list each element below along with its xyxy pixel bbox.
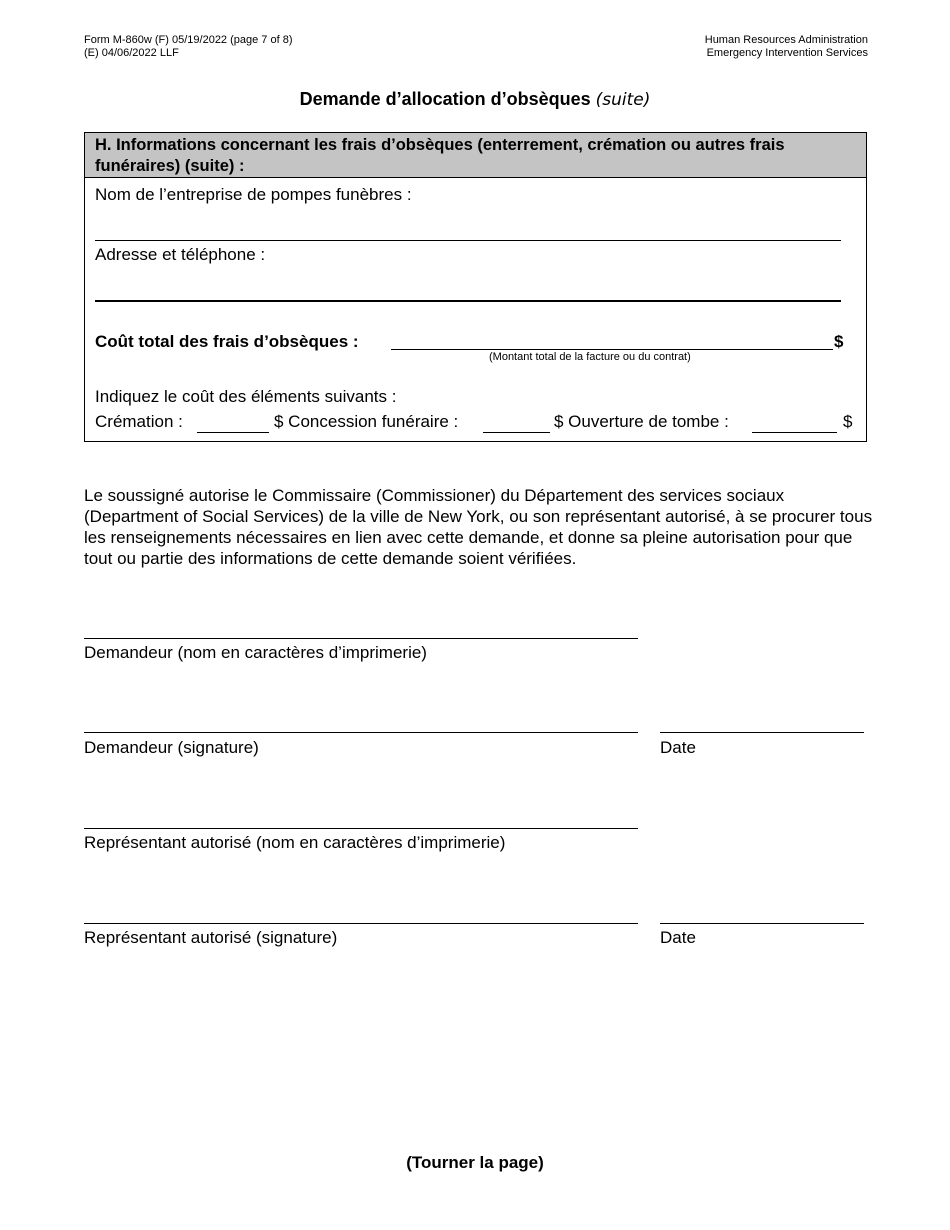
address-phone-label: Adresse et téléphone : — [95, 245, 266, 264]
page-title-main: Demande d’allocation d’obsèques — [299, 89, 596, 109]
representative-name-line — [84, 828, 638, 829]
representative-name-label: Représentant autorisé (nom en caractères d’imprimerie) — [84, 833, 506, 852]
agency-division: Emergency Intervention Services — [706, 47, 868, 59]
representative-date-label: Date — [660, 928, 696, 947]
applicant-date-label: Date — [660, 738, 696, 757]
representative-name-input[interactable] — [84, 802, 638, 826]
address-phone-line — [95, 300, 841, 302]
agency-name: Human Resources Administration — [704, 34, 868, 46]
section-h-box — [84, 132, 867, 442]
applicant-name-label: Demandeur (nom en caractères d’imprimerie) — [84, 643, 427, 662]
applicant-signature-input[interactable] — [84, 706, 638, 730]
form-number-line: Form M-860w (F) 05/19/2022 (page 7 of 8) — [84, 34, 293, 46]
items-intro: Indiquez le coût des éléments suivants : — [95, 387, 397, 406]
page-title — [0, 89, 950, 110]
page-title-suffix: (suite) — [595, 90, 651, 110]
applicant-date-line — [660, 732, 864, 733]
applicant-name-line — [84, 638, 638, 639]
grave-opening-input[interactable] — [752, 412, 837, 432]
agency-identifier — [705, 34, 868, 60]
form-identifier — [84, 34, 292, 60]
total-cost-currency: $ — [834, 332, 844, 351]
total-cost-input[interactable] — [391, 329, 831, 351]
applicant-signature-line — [84, 732, 638, 733]
representative-date-input[interactable] — [660, 897, 864, 921]
address-phone-input[interactable] — [95, 273, 841, 299]
concession-label: $ Concession funéraire : — [274, 412, 459, 431]
cremation-input[interactable] — [197, 412, 269, 432]
section-h-heading: H. Informations concernant les frais d’obsèques (enterrement, crémation ou autres frais funéraires) (suite) : — [85, 133, 866, 178]
concession-input[interactable] — [483, 412, 550, 432]
representative-date-line — [660, 923, 864, 924]
funeral-home-line — [95, 240, 841, 241]
grave-opening-line — [752, 432, 837, 433]
grave-opening-label: $ Ouverture de tombe : — [554, 412, 729, 431]
representative-signature-input[interactable] — [84, 897, 638, 921]
applicant-signature-label: Demandeur (signature) — [84, 738, 259, 757]
applicant-name-input[interactable] — [84, 612, 638, 636]
form-version-line: (E) 04/06/2022 LLF — [84, 47, 179, 59]
applicant-date-input[interactable] — [660, 706, 864, 730]
cremation-line — [197, 432, 269, 433]
funeral-home-input[interactable] — [95, 213, 841, 239]
total-cost-line — [391, 349, 833, 350]
turn-page-note: (Tourner la page) — [406, 1153, 544, 1172]
representative-signature-label: Représentant autorisé (signature) — [84, 928, 338, 947]
total-cost-note: (Montant total de la facture ou du contrat) — [489, 351, 691, 363]
grave-opening-currency: $ — [843, 412, 853, 431]
concession-line — [483, 432, 550, 433]
cremation-label: Crémation : — [95, 412, 183, 431]
funeral-home-label: Nom de l’entreprise de pompes funèbres : — [95, 185, 412, 204]
total-cost-label: Coût total des frais d’obsèques : — [95, 332, 359, 351]
representative-signature-line — [84, 923, 638, 924]
authorization-statement: Le soussigné autorise le Commissaire (Commissioner) du Département des services sociaux (Department of Social Services) de la ville de New York, ou son représentant autorisé, à se procurer tous les renseignements nécessaires en lien avec cette demande, et donne sa pleine autorisation pour que tout ou partie des informations de cette demande soient vérifiées. — [84, 486, 873, 568]
